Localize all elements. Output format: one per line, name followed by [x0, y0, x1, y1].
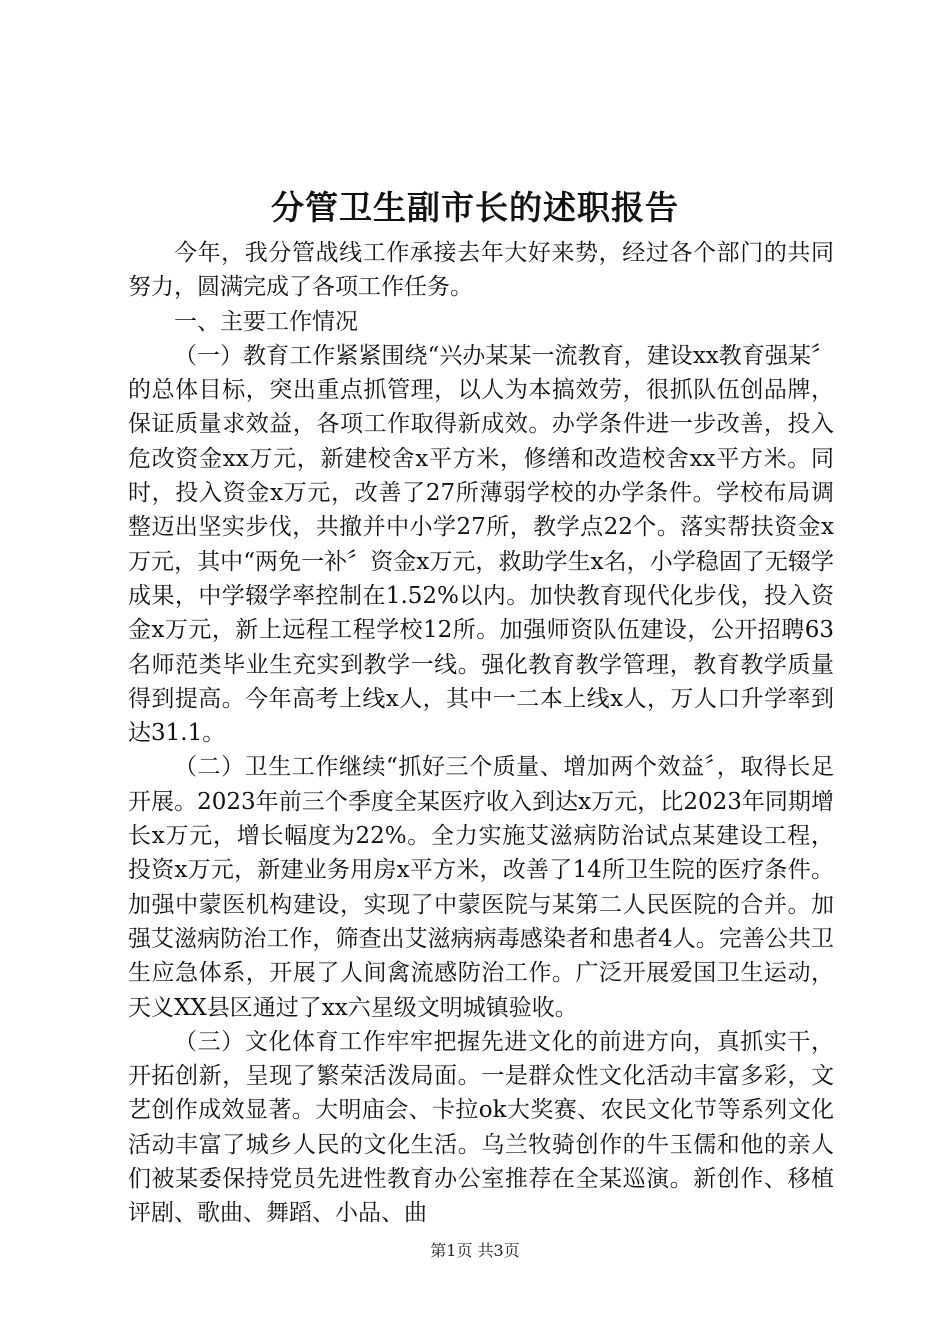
paragraph-health: （二）卫生工作继续“抓好三个质量、增加两个效益〞，取得长足开展。2023年前三个季度全某医疗收入到达x万元，比2023年同期增长x万元，增长幅度为22%。全力实施艾滋病防治试点某建设工程，投资x万元，新建业务用房x平方米，改善了14所卫生院的医疗条件。加强中蒙医机构建设，实现了中蒙医院与某第二人民医院的合并。加强艾滋病防治工作，筛查出艾滋病病毒感染者和患者4人。完善公共卫生应急体系，开展了人间禽流感防治工作。广泛开展爱国卫生运动，天义XX县区通过了xx六星级文明城镇验收。 [128, 754, 834, 1021]
paragraph-education: （一）教育工作紧紧围绕“兴办某某一流教育，建设xx教育强某〞的总体目标，突出重点抓管理，以人为本搞效劳，很抓队伍创品牌，保证质量求效益，各项工作取得新成效。办学条件进一步改善，投入危改资金xx万元，新建校舍x平方米，修缮和改造校舍xx平方米。同时，投入资金x万元，改善了27所薄弱学校的办学条件。学校布局调整迈出坚实步伐，共撤并中小学27所，教学点22个。落实帮扶资金x万元，其中“两免一补〞资金x万元，救助学生x名，小学稳固了无辍学成果，中学辍学率控制在1.52%以内。加快教育现代化步伐，投入资金x万元，新上远程工程学校12所。加强师资队伍建设，公开招聘63名师范类毕业生充实到教学一线。强化教育教学管理，教育教学质量得到提高。今年高考上线x人，其中一二本上线x人，万人口升学率到达31.1。 [128, 342, 834, 747]
paragraph-culture: （三）文化体育工作牢牢把握先进文化的前进方向，真抓实干，开拓创新，呈现了繁荣活泼局面。一是群众性文化活动丰富多彩，文艺创作成效显著。大明庙会、卡拉ok大奖赛、农民文化节等系列文化活动丰富了城乡人民的文化生活。乌兰牧骑创作的牛玉儒和他的亲人们被某委保持党员先进性教育办公室推荐在全某巡演。新创作、移植评剧、歌曲、舞蹈、小品、曲 [128, 1028, 834, 1227]
paragraph-intro: 今年，我分管战线工作承接去年大好来势，经过各个部门的共同努力，圆满完成了各项工作任务。 [128, 240, 834, 301]
document-title: 分管卫生副市长的述职报告 [271, 188, 679, 227]
section-heading: 一、主要工作情况 [174, 308, 358, 335]
page-footer: 第1页 共3页 [430, 1241, 520, 1260]
document-body [128, 236, 834, 1231]
